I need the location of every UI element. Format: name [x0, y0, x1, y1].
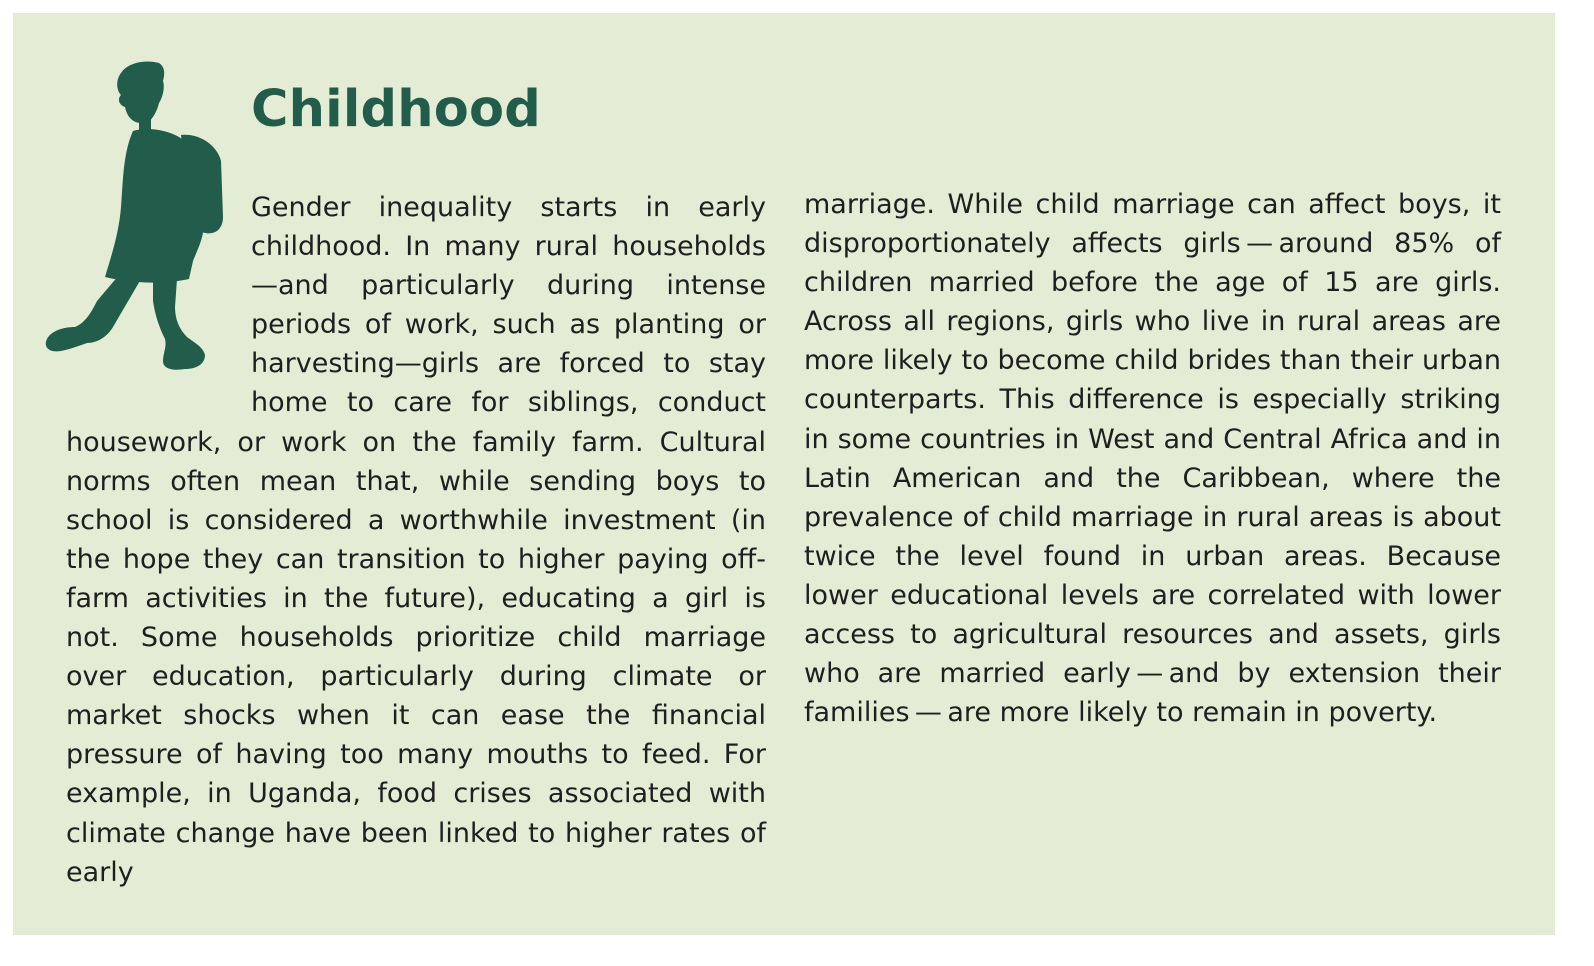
illustration-wrap-spacer — [66, 188, 251, 384]
body-column-left — [66, 188, 766, 892]
section-title: Childhood — [251, 80, 541, 139]
body-text-left: Gender inequality starts in early childhood. In many rural households—and particularly during intense periods of work, such as planting or harvesting—girls are forced to stay home to care for siblings, conduct housework, or work on the family farm. Cultural norms often mean that, while sending boys to school is considered a worthwhile investment (in the hope they can transition to higher paying off-farm activities in the future), educating a girl is not. Some households prioritize child marriage over education, particularly during climate or market shocks when it can ease the financial pressure of having too many mouths to feed. For example, in Uganda, food crises associated with climate change have been linked to higher rates of early — [66, 192, 766, 888]
body-text-right: marriage. While child marriage can affect boys, it disproportionately affects girls — around 85% of children married before the age of 15 are girls. Across all regions, girls who live in rural areas are more likely to become child brides than their urban counterparts. This difference is especially striking in some countries in West and Central Africa and in Latin American and the Caribbean, where the prevalence of child marriage in rural areas is about twice the level found in urban areas. Because lower educational levels are correlated with lower access to agricultural resources and assets, girls who are married early — and by extension their families — are more likely to remain in poverty. — [804, 189, 1501, 729]
body-column-right — [804, 185, 1501, 732]
childhood-panel — [13, 13, 1555, 935]
